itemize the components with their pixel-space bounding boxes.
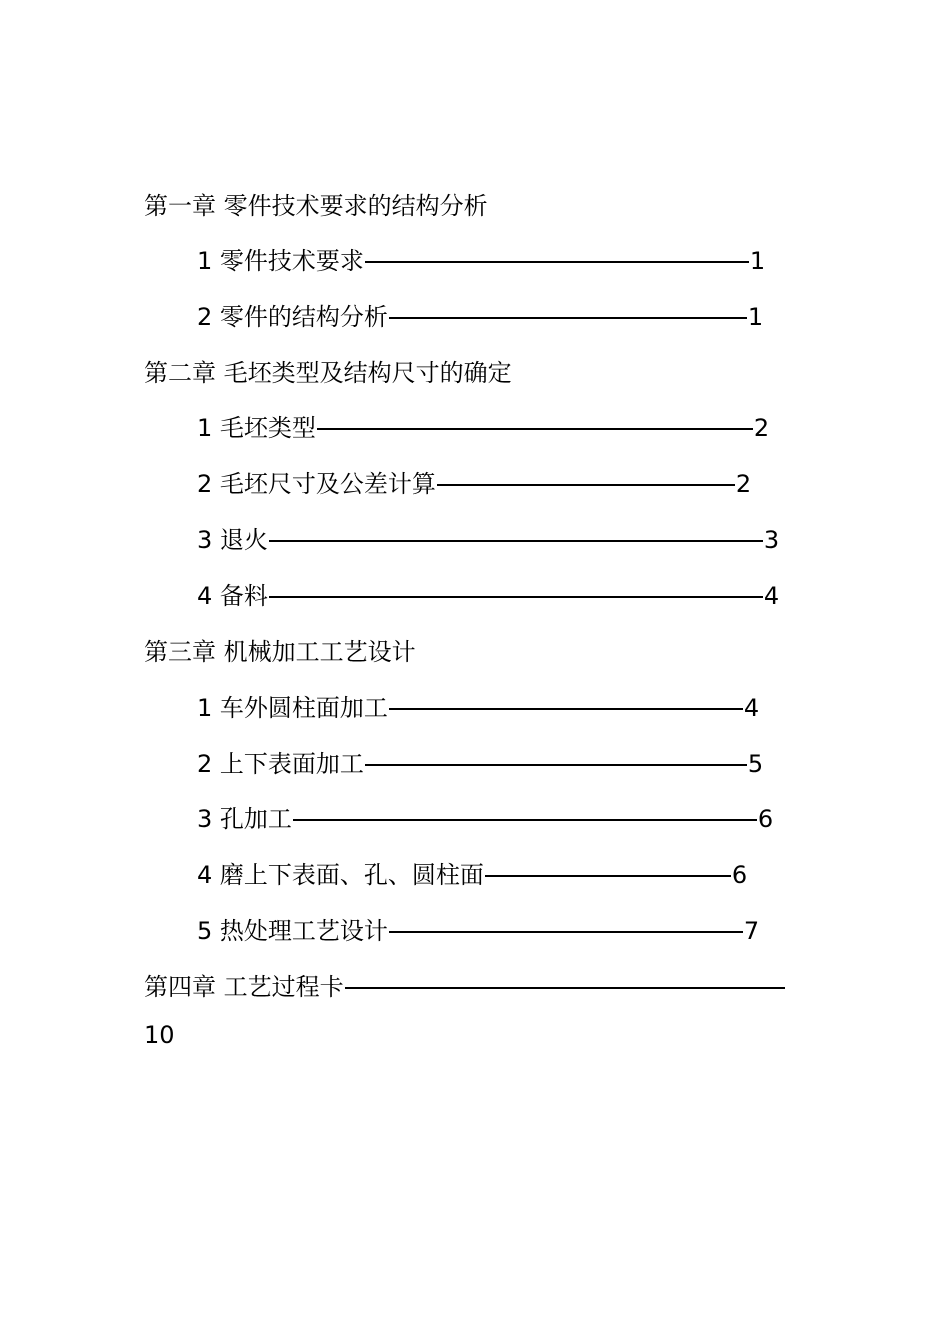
toc-leader-line — [317, 428, 753, 430]
toc-entry-title: 1 零件技术要求 — [197, 247, 364, 275]
toc-entry[interactable] — [197, 744, 763, 784]
toc-page-number: 6 — [757, 805, 774, 833]
toc-entry[interactable] — [197, 520, 779, 560]
toc-page-number: 4 — [743, 694, 760, 722]
toc-chapter-title: 第四章 工艺过程卡 — [144, 973, 344, 1001]
toc-entry[interactable] — [197, 408, 769, 448]
toc-page-number: 4 — [763, 582, 780, 610]
toc-chapter-2[interactable] — [144, 353, 512, 393]
toc-entry-title: 4 备料 — [197, 582, 268, 610]
toc-page-number-wrapped: 10 — [144, 1021, 175, 1049]
toc-chapter-title: 第二章 毛坯类型及结构尺寸的确定 — [144, 359, 512, 387]
toc-leader-line — [389, 931, 743, 933]
toc-chapter-title: 第一章 零件技术要求的结构分析 — [144, 192, 488, 220]
toc-entry-title: 1 毛坯类型 — [197, 414, 316, 442]
toc-leader-line — [345, 987, 785, 989]
toc-chapter-3[interactable] — [144, 632, 416, 672]
toc-page-number: 3 — [763, 526, 780, 554]
toc-page-number: 6 — [731, 861, 748, 889]
toc-page-number: 1 — [749, 247, 766, 275]
toc-leader-line — [389, 708, 743, 710]
toc-chapter-4[interactable] — [144, 967, 786, 1007]
toc-entry-title: 1 车外圆柱面加工 — [197, 694, 388, 722]
toc-page-number: 1 — [747, 303, 764, 331]
toc-page-number: 2 — [735, 470, 752, 498]
toc-entry-title: 2 零件的结构分析 — [197, 303, 388, 331]
toc-entry-title: 2 上下表面加工 — [197, 750, 364, 778]
toc-chapter-title: 第三章 机械加工工艺设计 — [144, 638, 416, 666]
toc-leader-line — [389, 317, 747, 319]
toc-entry[interactable] — [197, 688, 759, 728]
toc-page-number: 5 — [747, 750, 764, 778]
toc-entry[interactable] — [197, 799, 773, 839]
toc-leader-line — [485, 875, 731, 877]
toc-entry-title: 5 热处理工艺设计 — [197, 917, 388, 945]
toc-chapter-1[interactable] — [144, 186, 488, 226]
toc-leader-line — [365, 261, 749, 263]
toc-entry-title: 2 毛坯尺寸及公差计算 — [197, 470, 436, 498]
toc-entry[interactable] — [197, 911, 759, 951]
toc-entry[interactable] — [197, 297, 763, 337]
toc-entry[interactable] — [197, 576, 779, 616]
toc-entry[interactable] — [197, 855, 747, 895]
toc-entry-title: 3 退火 — [197, 526, 268, 554]
toc-entry-title: 3 孔加工 — [197, 805, 292, 833]
toc-entry[interactable] — [197, 241, 765, 281]
toc-entry[interactable] — [197, 464, 751, 504]
toc-leader-line — [293, 819, 757, 821]
toc-leader-line — [269, 540, 763, 542]
toc-page-number: 2 — [753, 414, 770, 442]
toc-entry-title: 4 磨上下表面、孔、圆柱面 — [197, 861, 484, 889]
toc-leader-line — [365, 764, 747, 766]
toc-leader-line — [437, 484, 735, 486]
toc-leader-line — [269, 596, 763, 598]
toc-page-number: 7 — [743, 917, 760, 945]
